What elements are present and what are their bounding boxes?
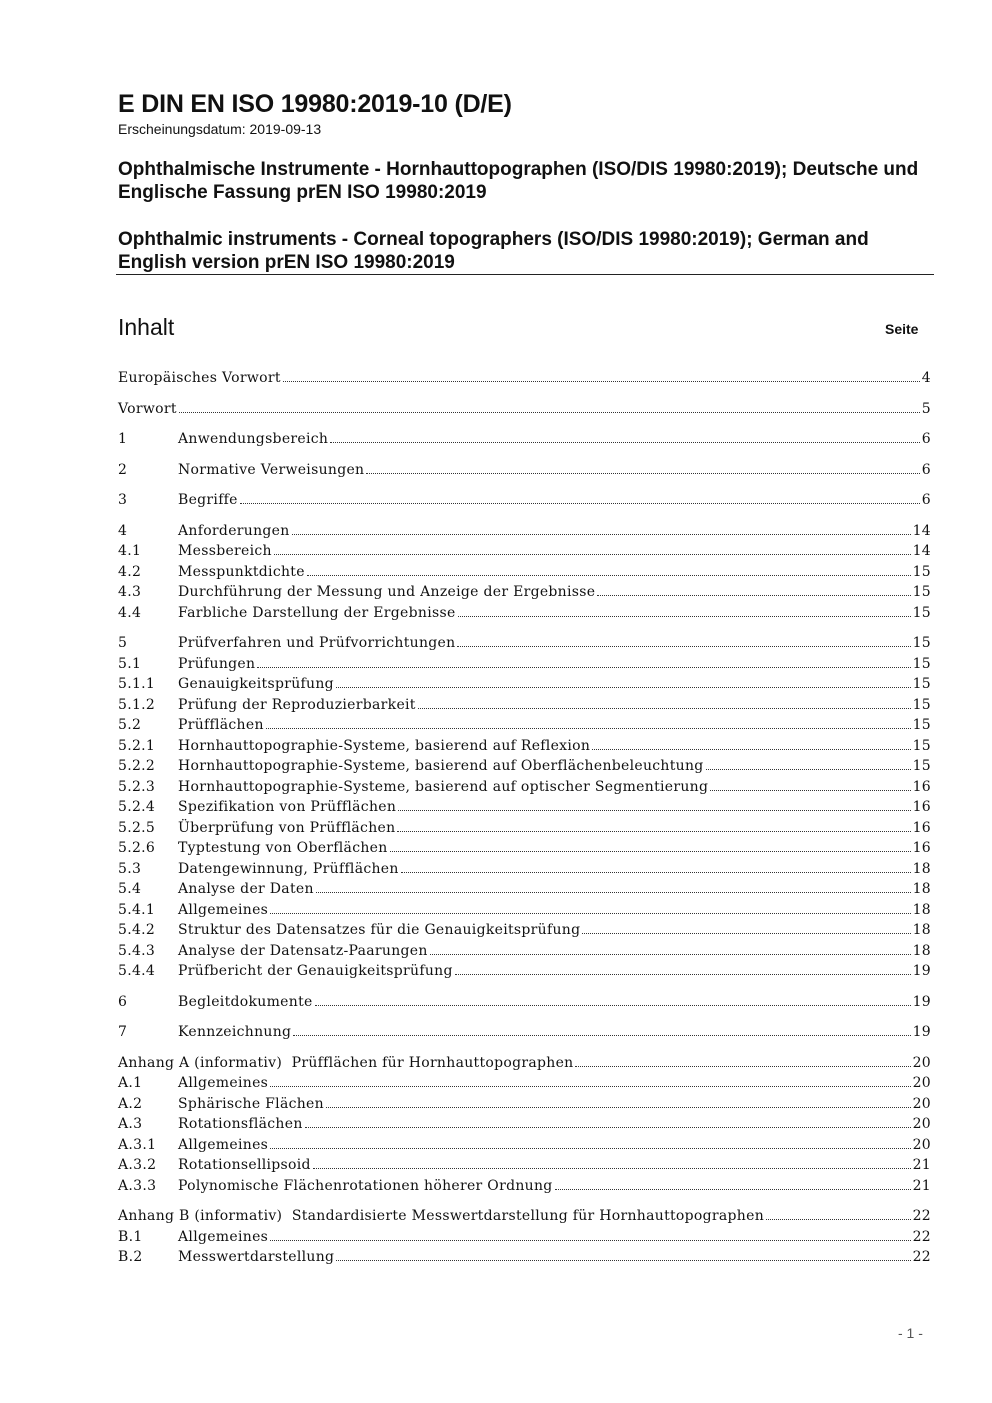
toc-entry[interactable] [118,605,931,626]
toc-entry-title: Sphärische Flächen [178,1095,324,1112]
toc-entry-number: 5.3 [118,860,142,877]
toc-entry[interactable] [118,738,931,759]
toc-entry-number: 5.1.1 [118,676,156,692]
toc-entry-number: 5.2.6 [118,840,156,856]
toc-entry-number: 7 [118,1024,128,1040]
toc-dot-leader [430,954,911,955]
toc-entry-title: Rotationsellipsoid [178,1157,311,1173]
toc-entry-page: 18 [912,860,931,877]
toc-entry-number: 5.2.1 [118,737,156,754]
title-german: Ophthalmische Instrumente - Hornhauttopographen (ISO/DIS 19980:2019); Deutsche und Englische Fassung prEN ISO 19980:2019 [118,159,919,203]
toc-dot-leader [330,442,920,443]
toc-dot-leader [458,616,911,617]
toc-entry-title: Überprüfung von Prüfflächen [178,819,396,836]
toc-entry-title: Spezifikation von Prüfflächen [178,799,397,815]
toc-entry-number: 5.4.3 [118,942,156,959]
toc-entry-number: 5.2.3 [118,778,156,795]
toc-entry-title: Prüfflächen [178,717,264,733]
toc-entry-page: 20 [912,1136,931,1153]
toc-entry-page: 19 [912,963,931,979]
toc-entry-title: Messpunktdichte [178,563,305,580]
toc-entry-title: Kennzeichnung [178,1024,292,1040]
toc-entry-title: Struktur des Datensatzes für die Genauigkeitsprüfung [178,922,581,938]
toc-entry-page: 20 [912,1116,931,1132]
toc-dot-leader [326,1107,911,1108]
toc-entry-title: Analyse der Daten [178,881,314,897]
toc-entry-number: 5.4.1 [118,901,156,918]
toc-entry-title: Typtestung von Oberflächen [178,840,388,856]
header-divider [116,274,934,275]
toc-entry[interactable] [118,994,931,1015]
toc-entry[interactable] [118,779,931,800]
toc-dot-leader [292,534,911,535]
toc-entry-number: 4.1 [118,543,142,559]
toc-entry-page: 15 [912,563,931,580]
toc-entry-page: 4 [921,370,931,386]
page-number: - 1 - [898,1325,923,1341]
toc-dot-leader [283,381,920,382]
toc-entry-page: 20 [912,1075,931,1091]
toc-entry[interactable] [118,963,931,984]
toc-entry-title: Hornhauttopographie-Systeme, basierend auf Oberflächenbeleuchtung [178,758,704,774]
toc-entry-number: 2 [118,461,128,478]
toc-entry-title: Messwertdarstellung [178,1249,335,1265]
toc-dot-leader [706,769,911,770]
toc-entry-title: Messbereich [178,543,272,559]
toc-dot-leader [305,1127,911,1128]
toc-entry-number: 5.4.2 [118,922,156,938]
toc-entry-number: 6 [118,993,128,1010]
toc-entry-number: A.1 [118,1075,143,1091]
toc-dot-leader [336,1260,910,1261]
toc-entry[interactable] [118,401,931,422]
toc-entry-page: 15 [912,655,931,672]
toc-entry-number: B.2 [118,1249,143,1265]
toc-entry-number: A.3.1 [118,1136,157,1153]
toc-dot-leader [766,1219,911,1220]
toc-entry-title: Prüfbericht der Genauigkeitsprüfung [178,963,453,979]
toc-dot-leader [266,728,911,729]
toc-entry[interactable] [118,431,931,452]
toc-dot-leader [575,1066,910,1067]
toc-entry-page: 19 [912,993,931,1010]
toc-entry[interactable] [118,1178,931,1199]
toc-entry-page: 14 [912,543,931,559]
toc-dot-leader [366,473,919,474]
toc-entry-number: A.2 [118,1095,143,1112]
title-english: Ophthalmic instruments - Corneal topographers (ISO/DIS 19980:2019); German and English version prEN ISO 19980:2019 [118,229,869,273]
toc-dot-leader [293,1035,910,1036]
toc-entry-page: 16 [912,799,931,815]
toc-entry-page: 15 [912,717,931,733]
toc-entry-number: 5.2.2 [118,758,156,774]
toc-entry-number: 4.2 [118,563,142,580]
toc-entry-number: 5.1 [118,655,142,672]
toc-entry-title: Prüfung der Reproduzierbarkeit [178,696,416,713]
toc-entry-page: 21 [912,1177,931,1194]
document-title: E DIN EN ISO 19980:2019-10 (D/E) [118,90,512,118]
toc-dot-leader [398,810,910,811]
toc-entry-number: A.3.2 [118,1157,157,1173]
toc-entry[interactable] [118,717,931,738]
toc-dot-leader [270,913,910,914]
toc-entry[interactable] [118,1116,931,1137]
toc-entry[interactable] [118,697,931,718]
toc-entry-number: 5.2.4 [118,799,156,815]
toc-entry-title: Prüfungen [178,655,256,672]
toc-dot-leader [270,1148,910,1149]
toc-dot-leader [257,667,910,668]
toc-dot-leader [390,851,911,852]
toc-dot-leader [401,872,911,873]
toc-entry-number: 5.4 [118,881,142,897]
toc-entry-number: B.1 [118,1228,143,1245]
toc-entry[interactable] [118,1229,931,1250]
toc-entry-page: 15 [912,696,931,713]
toc-dot-leader [710,790,910,791]
toc-entry[interactable] [118,840,931,861]
toc-entry-title: Anhang A (informativ) Prüfflächen für Hornhauttopographen [118,1054,574,1071]
toc-entry-title: Polynomische Flächenrotationen höherer Ordnung [178,1177,553,1194]
toc-entry-page: 16 [912,778,931,795]
toc-entry-title: Prüfverfahren und Prüfvorrichtungen [178,635,456,651]
toc-entry-title: Anhang B (informativ) Standardisierte Messwertdarstellung für Hornhauttopographen [118,1208,765,1224]
toc-entry[interactable] [118,820,931,841]
toc-entry-title: Durchführung der Messung und Anzeige der Ergebnisse [178,584,596,600]
toc-dot-leader [270,1086,910,1087]
toc-entry-page: 6 [921,431,931,447]
toc-entry-page: 15 [912,676,931,692]
toc-dot-leader [274,554,911,555]
toc-entry-page: 19 [912,1024,931,1040]
toc-dot-leader [316,892,911,893]
toc-entry-title: Begriffe [178,492,238,508]
toc-entry[interactable] [118,1075,931,1096]
toc-entry-page: 15 [912,758,931,774]
toc-entry-number: 5.2 [118,717,142,733]
toc-entry-page: 22 [912,1208,931,1224]
toc-entry-title: Europäisches Vorwort [118,370,281,386]
toc-entry-title: Hornhauttopographie-Systeme, basierend auf Reflexion [178,737,591,754]
toc-entry-number: 3 [118,492,128,508]
toc-entry-page: 20 [912,1095,931,1112]
toc-entry-number: A.3.3 [118,1177,157,1194]
toc-dot-leader [270,1240,910,1241]
toc-entry[interactable] [118,1208,931,1229]
toc-entry[interactable] [118,523,931,544]
toc-entry-page: 18 [912,881,931,897]
toc-entry-number: 5.1.2 [118,696,156,713]
toc-entry-title: Analyse der Datensatz-Paarungen [178,942,428,959]
toc-entry-page: 6 [921,461,931,478]
toc-entry-number: 5.2.5 [118,819,156,836]
toc-page-column-label: Seite [885,321,919,337]
toc-entry-title: Allgemeines [178,1136,269,1153]
toc-entry-title: Vorwort [118,400,177,417]
toc-entry-title: Hornhauttopographie-Systeme, basierend auf optischer Segmentierung [178,778,709,795]
toc-entry-title: Farbliche Darstellung der Ergebnisse [178,604,456,621]
toc-dot-leader [592,749,910,750]
toc-entry-title: Anwendungsbereich [178,431,329,447]
toc-entry-number: A.3 [118,1116,143,1132]
toc-entry-title: Anforderungen [178,522,290,539]
toc-dot-leader [336,687,911,688]
toc-entry[interactable] [118,656,931,677]
toc-entry-page: 22 [912,1228,931,1245]
toc-dot-leader [418,708,911,709]
toc-entry[interactable] [118,584,931,605]
toc-entry[interactable] [118,676,931,697]
toc-entry-page: 14 [912,522,931,539]
toc-dot-leader [307,575,911,576]
toc-entry-page: 15 [912,584,931,600]
toc-entry-title: Allgemeines [178,1075,269,1091]
toc-entry[interactable] [118,943,931,964]
toc-entry-page: 18 [912,922,931,938]
toc-entry[interactable] [118,1024,931,1045]
toc-entry[interactable] [118,543,931,564]
publication-date: Erscheinungsdatum: 2019-09-13 [118,121,322,137]
toc-dot-leader [315,1005,911,1006]
toc-entry-number: 1 [118,431,128,447]
toc-entry[interactable] [118,881,931,902]
toc-entry-page: 16 [912,840,931,856]
toc-entry[interactable] [118,462,931,483]
toc-entry[interactable] [118,758,931,779]
toc-entry-number: 4 [118,522,128,539]
toc-entry-title: Normative Verweisungen [178,461,365,478]
toc-dot-leader [240,503,920,504]
toc-dot-leader [597,595,910,596]
toc-entry-page: 18 [912,901,931,918]
toc-entry-title: Allgemeines [178,1228,269,1245]
toc-heading: Inhalt [118,314,175,340]
toc-entry-number: 4.3 [118,584,142,600]
toc-entry-number: 5 [118,635,128,651]
table-of-contents [118,370,931,1270]
toc-entry[interactable] [118,1137,931,1158]
toc-entry[interactable] [118,370,931,391]
toc-entry-page: 15 [912,737,931,754]
toc-entry-page: 15 [912,635,931,651]
toc-entry[interactable] [118,799,931,820]
toc-entry-page: 6 [921,492,931,508]
toc-dot-leader [582,933,910,934]
toc-entry-page: 15 [912,604,931,621]
toc-entry-number: 4.4 [118,604,142,621]
toc-entry[interactable] [118,1249,931,1270]
toc-entry-page: 18 [912,942,931,959]
toc-dot-leader [179,412,920,413]
toc-entry-title: Allgemeines [178,901,269,918]
toc-dot-leader [313,1168,911,1169]
toc-entry-page: 22 [912,1249,931,1265]
toc-entry[interactable] [118,492,931,513]
toc-entry-title: Datengewinnung, Prüfflächen [178,860,399,877]
toc-entry-page: 16 [912,819,931,836]
toc-entry-title: Genauigkeitsprüfung [178,676,334,692]
toc-entry-page: 21 [912,1157,931,1173]
toc-entry[interactable] [118,1096,931,1117]
toc-entry[interactable] [118,635,931,656]
toc-dot-leader [397,831,910,832]
toc-entry[interactable] [118,902,931,923]
toc-entry[interactable] [118,861,931,882]
toc-entry-number: 5.4.4 [118,963,156,979]
toc-entry[interactable] [118,1157,931,1178]
toc-entry[interactable] [118,564,931,585]
toc-entry-title: Rotationsflächen [178,1116,303,1132]
toc-entry-title: Begleitdokumente [178,993,313,1010]
toc-entry[interactable] [118,1055,931,1076]
toc-dot-leader [455,974,911,975]
toc-dot-leader [457,646,910,647]
toc-dot-leader [555,1189,911,1190]
toc-entry[interactable] [118,922,931,943]
toc-entry-page: 5 [921,400,931,417]
toc-entry-page: 20 [912,1054,931,1071]
